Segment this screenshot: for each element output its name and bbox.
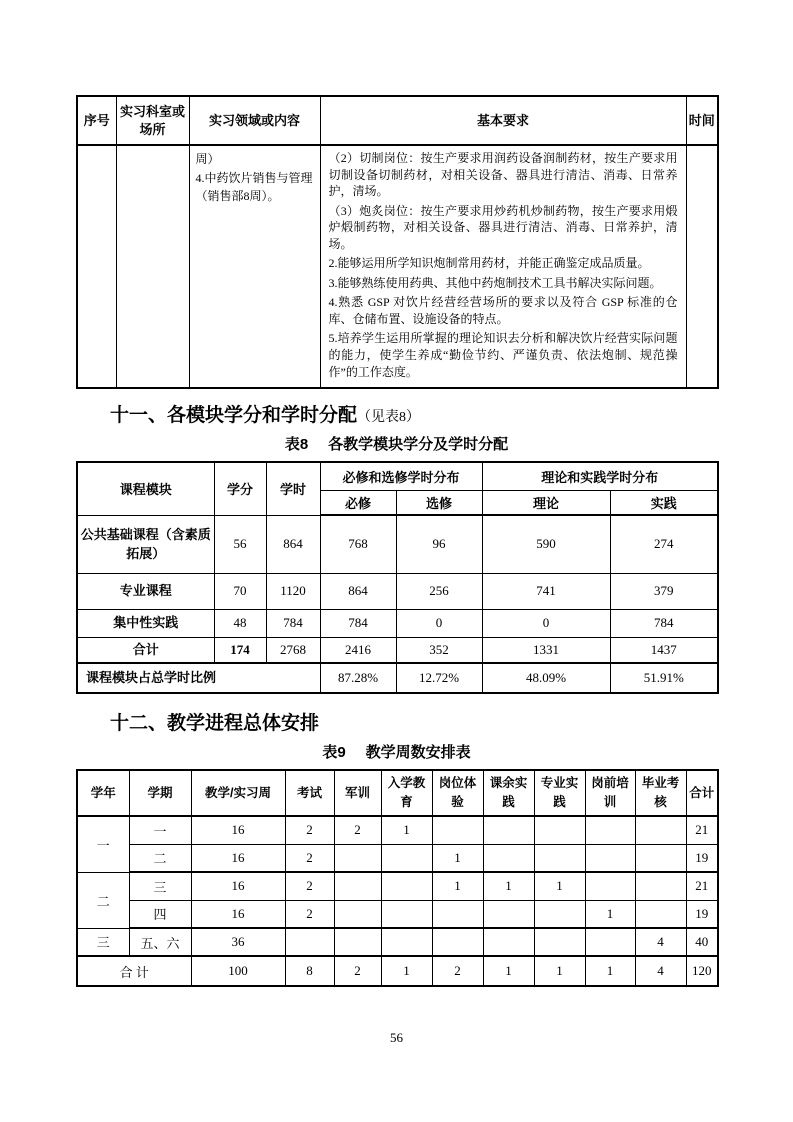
table-row [77, 872, 718, 900]
cell: 590 [482, 515, 610, 573]
cell: 16 [191, 872, 285, 900]
cell: 70 [214, 573, 266, 609]
cell: 51.91% [610, 663, 718, 693]
table-row-ratio [77, 663, 718, 693]
col-header-total: 合计 [686, 770, 718, 816]
col-header-pre-job-training: 岗前培训 [585, 770, 635, 816]
cell [381, 900, 432, 928]
credit-hours-table [76, 461, 719, 694]
cell: 2 [285, 816, 334, 844]
cell: 16 [191, 844, 285, 872]
cell: 12.72% [396, 663, 482, 693]
semester-cell: 一 [129, 816, 191, 844]
semester-cell: 四 [129, 900, 191, 928]
time-cell [686, 145, 718, 388]
cell: 16 [191, 900, 285, 928]
cell: 16 [191, 816, 285, 844]
year-cell: 一 [77, 816, 129, 872]
table8-caption-title: 各教学模块学分及学时分配 [328, 436, 509, 454]
cell [381, 872, 432, 900]
cell [585, 816, 635, 844]
col-header-time: 时间 [686, 96, 718, 145]
cell: 0 [396, 609, 482, 637]
col-header-enrollment-edu: 入学教育 [381, 770, 432, 816]
col-header-post-experience: 岗位体验 [432, 770, 483, 816]
table-row [77, 928, 718, 956]
cell: 40 [686, 928, 718, 956]
cell [585, 844, 635, 872]
col-header-seq: 序号 [77, 96, 116, 145]
requirement-item: 4.熟悉 GSP 对饮片经营经营场所的要求以及符合 GSP 标准的仓库、仓储布置、设施设备的特点。 [328, 295, 678, 326]
cell: 120 [686, 956, 718, 986]
col-header-professional-practice: 专业实践 [534, 770, 585, 816]
col-header-exam: 考试 [285, 770, 334, 816]
cell: 4 [635, 956, 686, 986]
cell: 1 [432, 844, 483, 872]
cell [534, 900, 585, 928]
requirement-item: 5.培养学生运用所掌握的理论知识去分析和解决饮片经营实际问题的能力，使学生养成“勤俭节约、严谨负责、依法炮制、规范操作”的工作态度。 [328, 331, 678, 379]
table-row [77, 573, 718, 609]
cell: 21 [686, 816, 718, 844]
col-header-requirements: 基本要求 [320, 96, 686, 145]
cell: 19 [686, 900, 718, 928]
table9-caption [76, 741, 717, 762]
col-header-elective: 选修 [396, 490, 482, 515]
place-cell [116, 145, 189, 388]
col-header-graduation-assessment: 毕业考核 [635, 770, 686, 816]
cell: 1 [381, 816, 432, 844]
col-header-military: 军训 [334, 770, 381, 816]
cell [635, 816, 686, 844]
cell [534, 844, 585, 872]
cell [534, 816, 585, 844]
col-header-hours: 学时 [266, 462, 320, 515]
table9-caption-label: 表9 [322, 744, 346, 762]
semester-cell: 三 [129, 872, 191, 900]
cell: 1 [381, 956, 432, 986]
cell: 2 [432, 956, 483, 986]
col-header-semester: 学期 [129, 770, 191, 816]
module-label: 集中性实践 [77, 609, 214, 637]
cell: 1 [585, 900, 635, 928]
cell: 2416 [320, 637, 396, 663]
cell [585, 928, 635, 956]
table-row [77, 844, 718, 872]
seq-cell [77, 145, 116, 388]
cell: 1 [483, 956, 534, 986]
cell: 379 [610, 573, 718, 609]
col-header-theory: 理论 [482, 490, 610, 515]
module-label: 公共基础课程（含素质拓展） [77, 515, 214, 573]
cell: 1 [534, 872, 585, 900]
cell: 784 [610, 609, 718, 637]
requirement-item: 2.能够运用所学知识炮制常用药材，并能正确鉴定成品质量。 [328, 256, 650, 271]
section-11-note: （见表8） [357, 410, 421, 426]
ratio-label: 课程模块占总学时比例 [77, 663, 320, 693]
cell: 48 [214, 609, 266, 637]
teaching-weeks-table [76, 769, 719, 987]
cell [432, 928, 483, 956]
col-header-required: 必修 [320, 490, 396, 515]
requirement-item: 3.能够熟练使用药典、其他中药炮制技术工具书解决实际问题。 [328, 275, 662, 290]
cell: 864 [320, 573, 396, 609]
page-content [76, 95, 717, 987]
cell [635, 900, 686, 928]
cell [334, 844, 381, 872]
col-header-teaching-weeks: 教学/实习周 [191, 770, 285, 816]
table9-header-row [77, 770, 718, 816]
cell [585, 872, 635, 900]
total-label: 合 计 [77, 956, 191, 986]
page-number: 56 [390, 1030, 403, 1045]
cell: 2 [334, 956, 381, 986]
cell: 2 [285, 900, 334, 928]
cell [334, 872, 381, 900]
col-header-place: 实习科室或场所 [116, 96, 189, 145]
cell: 784 [320, 609, 396, 637]
cell: 768 [320, 515, 396, 573]
cell [334, 928, 381, 956]
cell: 1120 [266, 573, 320, 609]
col-header-year: 学年 [77, 770, 129, 816]
requirement-item: （3）炮炙岗位：按生产要求用炒药机炒制药物，按生产要求用煅炉煅制药物，对相关设备、器具进行清洁、消毒、日常养护，清场。 [328, 203, 678, 251]
cell [334, 900, 381, 928]
cell: 1 [534, 956, 585, 986]
cell: 274 [610, 515, 718, 573]
semester-cell: 二 [129, 844, 191, 872]
cell: 256 [396, 573, 482, 609]
table8-header-row-1 [77, 462, 718, 490]
field-line: 周） [195, 152, 220, 166]
col-header-spare-practice: 课余实践 [483, 770, 534, 816]
table-row [77, 515, 718, 573]
field-cell [189, 145, 320, 388]
internship-header-row [77, 96, 718, 145]
section-12-title: 十二、教学进程总体安排 [110, 713, 320, 735]
cell: 2 [285, 872, 334, 900]
cell [483, 844, 534, 872]
cell: 48.09% [482, 663, 610, 693]
cell: 1 [483, 872, 534, 900]
cell: 100 [191, 956, 285, 986]
cell: 8 [285, 956, 334, 986]
cell [285, 928, 334, 956]
year-cell: 三 [77, 928, 129, 956]
cell [635, 872, 686, 900]
requirement-item: （2）切制岗位：按生产要求用润药设备润制药材，按生产要求用切制设备切制药材，对相关设备、器具进行清洁、消毒、日常养护，清场。 [328, 151, 678, 199]
cell: 2 [285, 844, 334, 872]
cell: 352 [396, 637, 482, 663]
cell: 864 [266, 515, 320, 573]
cell [381, 844, 432, 872]
cell [534, 928, 585, 956]
internship-table [76, 95, 719, 389]
cell: 96 [396, 515, 482, 573]
cell: 1 [432, 872, 483, 900]
cell: 4 [635, 928, 686, 956]
cell: 2768 [266, 637, 320, 663]
cell [432, 816, 483, 844]
field-line: 4.中药饮片销售与管理（销售部8周）。 [195, 170, 313, 204]
module-label: 合计 [77, 637, 214, 663]
table8-caption [76, 433, 717, 454]
cell [483, 928, 534, 956]
col-header-required-elective-group: 必修和选修学时分布 [320, 462, 482, 490]
cell: 1437 [610, 637, 718, 663]
requirements-cell [320, 145, 686, 388]
cell: 56 [214, 515, 266, 573]
table-row [77, 609, 718, 637]
internship-row [77, 145, 718, 388]
year-cell: 二 [77, 872, 129, 928]
cell: 784 [266, 609, 320, 637]
module-label: 专业课程 [77, 573, 214, 609]
section-11-heading [76, 400, 717, 427]
section-12-heading [76, 708, 717, 735]
cell: 741 [482, 573, 610, 609]
semester-cell: 五、六 [129, 928, 191, 956]
col-header-module: 课程模块 [77, 462, 214, 515]
section-11-title: 十一、各模块学分和学时分配 [110, 405, 358, 427]
cell [483, 816, 534, 844]
cell: 19 [686, 844, 718, 872]
cell [432, 900, 483, 928]
cell [381, 928, 432, 956]
col-header-theory-practice-group: 理论和实践学时分布 [482, 462, 718, 490]
cell [483, 900, 534, 928]
col-header-credits: 学分 [214, 462, 266, 515]
table9-caption-title: 教学周数安排表 [365, 744, 471, 762]
table8-caption-label: 表8 [284, 436, 309, 454]
table-row [77, 900, 718, 928]
col-header-field: 实习领域或内容 [189, 96, 320, 145]
table-row [77, 816, 718, 844]
cell: 174 [214, 637, 266, 663]
cell: 36 [191, 928, 285, 956]
cell: 0 [482, 609, 610, 637]
cell: 1331 [482, 637, 610, 663]
cell [635, 844, 686, 872]
cell: 87.28% [320, 663, 396, 693]
table-row-total [77, 956, 718, 986]
cell: 2 [334, 816, 381, 844]
col-header-practice: 实践 [610, 490, 718, 515]
cell: 1 [585, 956, 635, 986]
table-row-total [77, 637, 718, 663]
cell: 21 [686, 872, 718, 900]
